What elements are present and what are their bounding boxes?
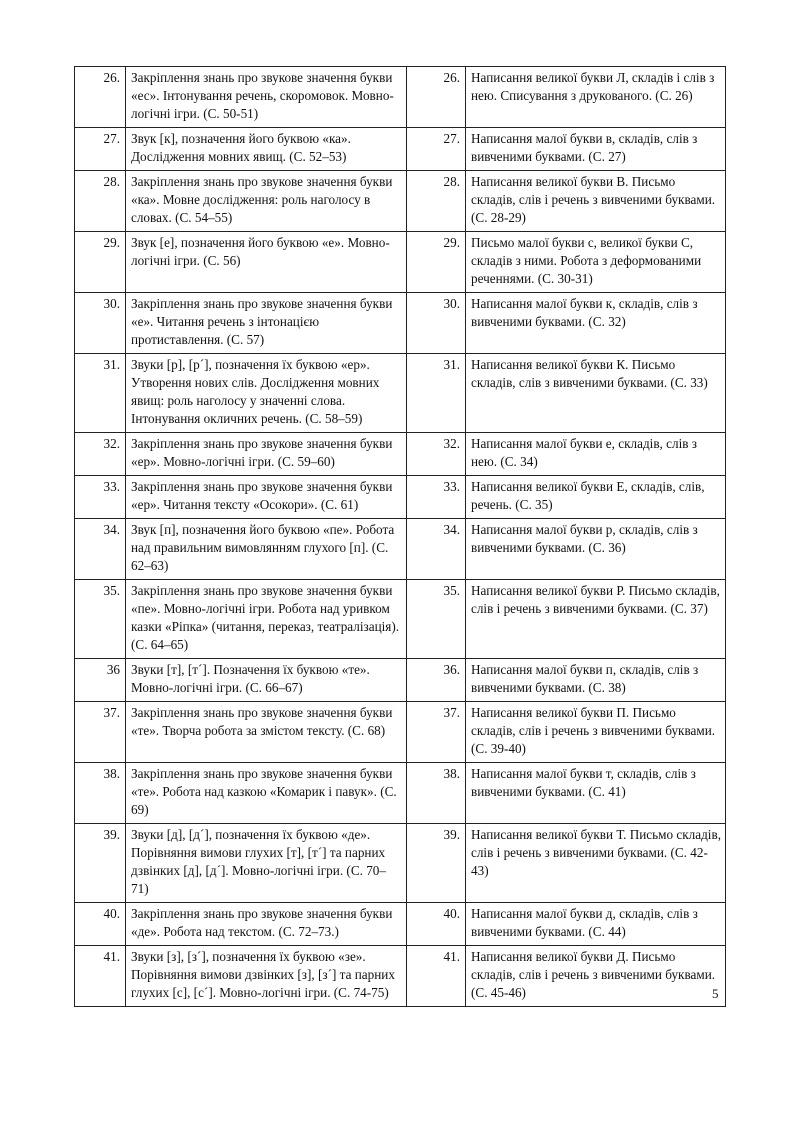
writing-lesson-number: 35.	[407, 580, 466, 659]
literacy-lesson-number: 41.	[75, 946, 126, 1007]
literacy-lesson-topic: Закріплення знань про звукове значення букви «ес». Інтонування речень, скоромовок. Мовно-логічні ігри. (С. 50-51)	[126, 67, 407, 128]
table-row	[75, 763, 726, 824]
writing-lesson-topic: Написання великої букви В. Письмо складів, слів і речень з вивченими буквами. (С. 28-29)	[466, 171, 726, 232]
literacy-lesson-topic: Закріплення знань про звукове значення букви «пе». Мовно-логічні ігри. Робота над уривком казки «Ріпка» (читання, переказ, театралізація). (С. 64–65)	[126, 580, 407, 659]
literacy-lesson-number: 36	[75, 659, 126, 702]
literacy-lesson-number: 29.	[75, 232, 126, 293]
writing-lesson-topic: Написання великої букви П. Письмо складів, слів і речень з вивченими буквами. (С. 39-40)	[466, 702, 726, 763]
literacy-lesson-number: 30.	[75, 293, 126, 354]
table-row	[75, 519, 726, 580]
writing-lesson-number: 32.	[407, 433, 466, 476]
literacy-lesson-number: 39.	[75, 824, 126, 903]
writing-lesson-number: 31.	[407, 354, 466, 433]
table-row	[75, 67, 726, 128]
literacy-lesson-topic: Звук [к], позначення його буквою «ка». Дослідження мовних явищ. (С. 52–53)	[126, 128, 407, 171]
writing-lesson-number: 40.	[407, 903, 466, 946]
table-row	[75, 433, 726, 476]
literacy-lesson-topic: Закріплення знань про звукове значення букви «ка». Мовне дослідження: роль наголосу в словах. (С. 54–55)	[126, 171, 407, 232]
writing-lesson-number: 38.	[407, 763, 466, 824]
literacy-lesson-number: 28.	[75, 171, 126, 232]
literacy-lesson-topic: Закріплення знань про звукове значення букви «де». Робота над текстом. (С. 72–73.)	[126, 903, 407, 946]
writing-lesson-topic: Написання малої букви т, складів, слів з вивченими буквами. (С. 41)	[466, 763, 726, 824]
writing-lesson-number: 36.	[407, 659, 466, 702]
literacy-lesson-topic: Закріплення знань про звукове значення букви «те». Творча робота за змістом тексту. (С. 68)	[126, 702, 407, 763]
literacy-lesson-topic: Звук [е], позначення його буквою «е». Мовно-логічні ігри. (С. 56)	[126, 232, 407, 293]
literacy-lesson-topic: Звуки [т], [т´]. Позначення їх буквою «те». Мовно-логічні ігри. (С. 66–67)	[126, 659, 407, 702]
table-row	[75, 128, 726, 171]
writing-lesson-topic: Написання великої букви К. Письмо складів, слів з вивченими буквами. (С. 33)	[466, 354, 726, 433]
table-row	[75, 903, 726, 946]
writing-lesson-number: 27.	[407, 128, 466, 171]
writing-lesson-number: 39.	[407, 824, 466, 903]
literacy-lesson-topic: Звуки [р], [р´], позначення їх буквою «ер». Утворення нових слів. Дослідження мовних явищ: роль наголосу у значенні слова. Інтонування окличних речень. (С. 58–59)	[126, 354, 407, 433]
literacy-lesson-topic: Звуки [д], [д´], позначення їх буквою «де». Порівняння вимови глухих [т], [т´] та парних дзвінких [д], [д´]. Мовно-логічні ігри. (С. 70–71)	[126, 824, 407, 903]
literacy-lesson-topic: Звук [п], позначення його буквою «пе». Робота над правильним вимовлянням глухого [п]. (С. 62–63)	[126, 519, 407, 580]
literacy-lesson-number: 34.	[75, 519, 126, 580]
table-row	[75, 946, 726, 1007]
lesson-plan-table	[74, 66, 726, 1007]
literacy-lesson-topic: Закріплення знань про звукове значення букви «ер». Читання тексту «Осокори». (С. 61)	[126, 476, 407, 519]
literacy-lesson-number: 32.	[75, 433, 126, 476]
literacy-lesson-number: 31.	[75, 354, 126, 433]
table-row	[75, 702, 726, 763]
writing-lesson-number: 26.	[407, 67, 466, 128]
writing-lesson-topic: Написання малої букви п, складів, слів з вивченими буквами. (С. 38)	[466, 659, 726, 702]
literacy-lesson-topic: Закріплення знань про звукове значення букви «те». Робота над казкою «Комарик і павук». (С. 69)	[126, 763, 407, 824]
table-row	[75, 293, 726, 354]
table-row	[75, 232, 726, 293]
writing-lesson-topic: Написання великої букви Р. Письмо складів, слів і речень з вивченими буквами. (С. 37)	[466, 580, 726, 659]
writing-lesson-topic: Написання великої букви Д. Письмо складів, слів і речень з вивченими буквами. (С. 45-46)	[466, 946, 726, 1007]
literacy-lesson-number: 37.	[75, 702, 126, 763]
literacy-lesson-topic: Закріплення знань про звукове значення букви «ер». Мовно-логічні ігри. (С. 59–60)	[126, 433, 407, 476]
literacy-lesson-number: 35.	[75, 580, 126, 659]
table-row	[75, 354, 726, 433]
writing-lesson-topic: Написання малої букви е, складів, слів з нею. (С. 34)	[466, 433, 726, 476]
writing-lesson-topic: Написання малої букви к, складів, слів з вивченими буквами. (С. 32)	[466, 293, 726, 354]
writing-lesson-topic: Написання великої букви Е, складів, слів, речень. (С. 35)	[466, 476, 726, 519]
page-number: 5	[712, 986, 719, 1001]
literacy-lesson-topic: Звуки [з], [з´], позначення їх буквою «зе». Порівняння вимови дзвінких [з], [з´] та парних глухих [с], [с´]. Мовно-логічні ігри. (С. 74-75)	[126, 946, 407, 1007]
writing-lesson-topic: Письмо малої букви с, великої букви С, складів з ними. Робота з деформованими реченнями. (С. 30-31)	[466, 232, 726, 293]
table-row	[75, 659, 726, 702]
writing-lesson-number: 41.	[407, 946, 466, 1007]
literacy-lesson-number: 40.	[75, 903, 126, 946]
writing-lesson-number: 30.	[407, 293, 466, 354]
literacy-lesson-number: 38.	[75, 763, 126, 824]
writing-lesson-topic: Написання малої букви р, складів, слів з вивченими буквами. (С. 36)	[466, 519, 726, 580]
table-row	[75, 824, 726, 903]
writing-lesson-topic: Написання малої букви в, складів, слів з вивченими буквами. (С. 27)	[466, 128, 726, 171]
table-row	[75, 580, 726, 659]
writing-lesson-topic: Написання великої букви Л, складів і слів з нею. Списування з друкованого. (С. 26)	[466, 67, 726, 128]
writing-lesson-topic: Написання великої букви Т. Письмо складів, слів і речень з вивченими буквами. (С. 42-43)	[466, 824, 726, 903]
writing-lesson-number: 37.	[407, 702, 466, 763]
literacy-lesson-number: 33.	[75, 476, 126, 519]
literacy-lesson-number: 26.	[75, 67, 126, 128]
literacy-lesson-number: 27.	[75, 128, 126, 171]
literacy-lesson-topic: Закріплення знань про звукове значення букви «е». Читання речень з інтонацією протиставлення. (С. 57)	[126, 293, 407, 354]
writing-lesson-number: 29.	[407, 232, 466, 293]
writing-lesson-topic: Написання малої букви д, складів, слів з вивченими буквами. (С. 44)	[466, 903, 726, 946]
writing-lesson-number: 28.	[407, 171, 466, 232]
writing-lesson-number: 33.	[407, 476, 466, 519]
table-body	[75, 67, 726, 1007]
table-row	[75, 476, 726, 519]
writing-lesson-number: 34.	[407, 519, 466, 580]
table-row	[75, 171, 726, 232]
